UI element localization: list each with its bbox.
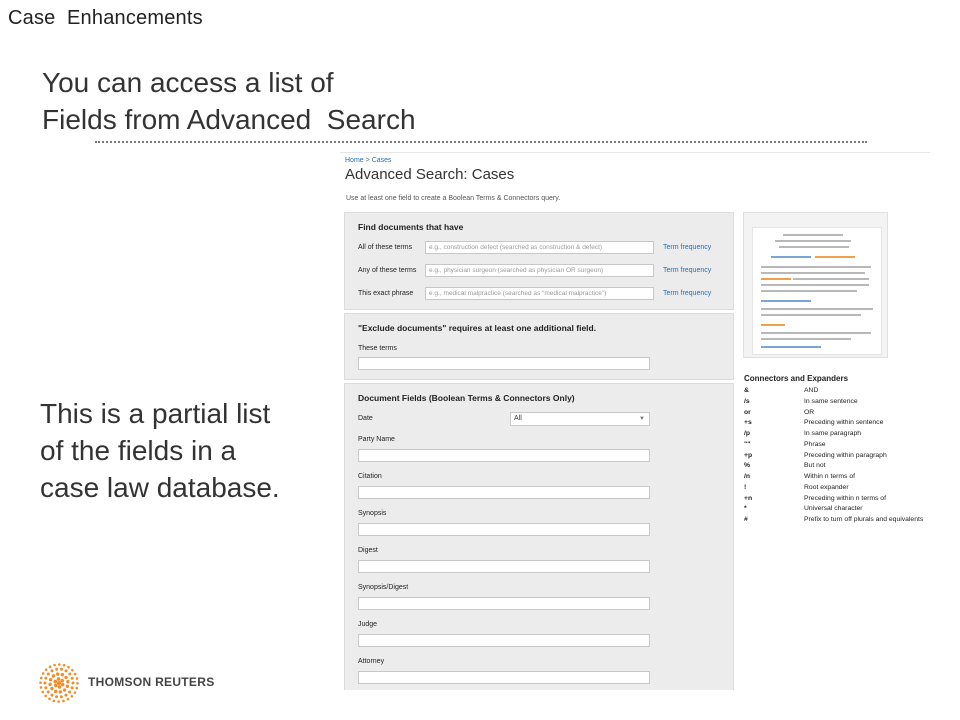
all-terms-label: All of these terms xyxy=(358,244,413,251)
term-frequency-link-phrase[interactable]: Term frequency xyxy=(663,290,712,297)
connector-row xyxy=(744,516,944,527)
connector-row xyxy=(744,387,944,398)
connector-row xyxy=(744,419,944,430)
connector-symbol: +s xyxy=(744,419,752,427)
connector-symbol: "" xyxy=(744,440,751,448)
thomson-reuters-logo xyxy=(38,662,213,702)
connector-symbol: /n xyxy=(744,473,751,480)
find-documents-panel xyxy=(344,212,734,310)
synopsis-input[interactable] xyxy=(358,523,650,536)
connector-symbol: * xyxy=(744,505,747,513)
side-note-line-3: case law database. xyxy=(40,472,280,503)
side-note-line-2: of the fields in a xyxy=(40,435,237,466)
exclude-documents-panel xyxy=(344,313,734,380)
connector-description: Universal character xyxy=(804,505,863,513)
slide-title: Case Enhancements xyxy=(8,7,203,29)
document-fields-heading: Document Fields (Boolean Terms & Connectors Only) xyxy=(358,393,575,403)
connector-description: Prefix to turn off plurals and equivalents xyxy=(804,516,924,523)
connector-row xyxy=(744,398,944,409)
connector-row xyxy=(744,409,944,420)
these-terms-input[interactable] xyxy=(358,357,650,370)
instruction-text: Use at least one field to create a Boolean Terms & Connectors query. xyxy=(346,195,561,202)
field-label-digest: Digest xyxy=(358,547,378,554)
party-name-input[interactable] xyxy=(358,449,650,462)
screenshot-top-border xyxy=(340,152,930,153)
connector-row xyxy=(744,430,944,441)
judge-input[interactable] xyxy=(358,634,650,647)
connector-row xyxy=(744,484,944,495)
any-terms-label: Any of these terms xyxy=(358,267,417,274)
any-terms-input[interactable]: e.g., physician surgeon (searched as physician OR surgeon) xyxy=(425,264,654,277)
breadcrumb-separator: > xyxy=(365,157,370,164)
field-label-judge: Judge xyxy=(358,621,378,628)
breadcrumb xyxy=(345,157,392,164)
all-terms-input[interactable]: e.g., construction defect (searched as construction & defect) xyxy=(425,241,654,254)
document-preview-thumbnail[interactable] xyxy=(743,212,888,358)
connector-symbol: # xyxy=(744,516,748,523)
connector-description: Phrase xyxy=(804,440,826,448)
connector-row xyxy=(744,462,944,473)
logo-text: THOMSON REUTERS xyxy=(88,675,215,689)
exclude-heading: "Exclude documents" requires at least one additional field. xyxy=(358,323,597,333)
connector-description: Preceding within paragraph xyxy=(804,451,887,459)
connector-row xyxy=(744,441,944,452)
connectors-title: Connectors and Expanders xyxy=(744,374,849,383)
field-label-synopsis-digest: Synopsis/Digest xyxy=(358,584,409,591)
breadcrumb-current: Cases xyxy=(371,157,392,164)
field-label-attorney: Attorney xyxy=(358,658,385,665)
attorney-input[interactable] xyxy=(358,671,650,684)
connector-symbol: ! xyxy=(744,483,747,491)
these-terms-label: These terms xyxy=(358,345,397,352)
connector-symbol: +n xyxy=(744,494,753,502)
citation-input[interactable] xyxy=(358,486,650,499)
connector-row xyxy=(744,495,944,506)
digest-input[interactable] xyxy=(358,560,650,573)
exact-phrase-input[interactable]: e.g., medical malpractice (searched as "medical malpractice") xyxy=(425,287,654,300)
side-note xyxy=(40,395,330,506)
term-frequency-link-all[interactable]: Term frequency xyxy=(663,244,712,251)
connector-symbol: +p xyxy=(744,451,753,459)
thomson-reuters-logo-icon xyxy=(38,662,80,704)
connector-symbol: & xyxy=(744,387,749,394)
date-select[interactable] xyxy=(510,412,650,426)
date-select-value: All xyxy=(514,415,522,422)
connector-description: In same paragraph xyxy=(804,430,862,437)
breadcrumb-home-link[interactable]: Home xyxy=(345,157,364,164)
page-title: Advanced Search: Cases xyxy=(345,166,515,183)
connector-description: OR xyxy=(804,408,815,416)
connector-description: Preceding within sentence xyxy=(804,419,884,427)
connector-row xyxy=(744,505,944,516)
connector-symbol: % xyxy=(744,462,751,470)
synopsis-digest-input[interactable] xyxy=(358,597,650,610)
connector-description: But not xyxy=(804,462,826,470)
document-fields-panel xyxy=(344,383,734,690)
connector-row xyxy=(744,452,944,463)
connector-description: AND xyxy=(804,387,819,394)
exact-phrase-label: This exact phrase xyxy=(358,290,414,297)
connector-description: Preceding within n terms of xyxy=(804,494,886,502)
field-label-citation: Citation xyxy=(358,473,382,480)
document-preview-page xyxy=(752,227,882,355)
side-note-line-1: This is a partial list xyxy=(40,398,271,429)
headline-line-1: You can access a list of xyxy=(42,67,334,98)
connector-description: Within n terms of xyxy=(804,473,855,480)
find-documents-heading: Find documents that have xyxy=(358,222,464,232)
term-frequency-link-any[interactable]: Term frequency xyxy=(663,267,712,274)
field-label-party-name: Party Name xyxy=(358,436,395,443)
dotted-divider xyxy=(95,141,867,143)
connector-symbol: /s xyxy=(744,397,750,405)
headline-line-2: Fields from Advanced Search xyxy=(42,104,416,135)
connector-symbol: or xyxy=(744,408,751,416)
connector-symbol: /p xyxy=(744,430,751,437)
connector-description: Root expander xyxy=(804,483,849,491)
slide-headline xyxy=(42,64,482,138)
connector-description: In same sentence xyxy=(804,397,858,405)
connector-row xyxy=(744,473,944,484)
date-label: Date xyxy=(358,415,373,422)
field-label-synopsis: Synopsis xyxy=(358,510,387,517)
chevron-down-icon: ▼ xyxy=(639,416,645,422)
